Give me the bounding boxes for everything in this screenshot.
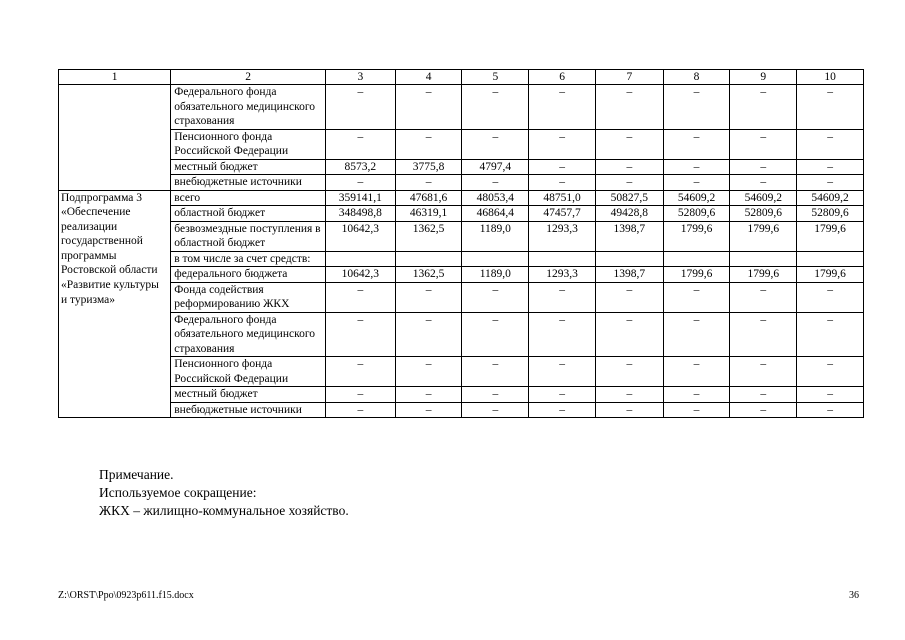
value-cell: –: [462, 312, 529, 357]
value-cell: –: [797, 175, 864, 191]
value-cell: –: [462, 402, 529, 418]
value-cell: 54609,2: [663, 190, 730, 206]
value-cell: 1293,3: [529, 267, 596, 283]
value-cell: [395, 251, 462, 267]
value-cell: 1799,6: [730, 267, 797, 283]
value-cell: –: [462, 357, 529, 387]
budget-table: [58, 69, 864, 418]
row-label: безвозмездные поступления в областной бюджет: [171, 221, 326, 251]
footnote: [99, 466, 349, 520]
table-row: [59, 175, 864, 191]
value-cell: –: [325, 85, 395, 130]
value-cell: –: [595, 402, 663, 418]
row-label: местный бюджет: [171, 159, 326, 175]
value-cell: –: [730, 387, 797, 403]
value-cell: –: [529, 175, 596, 191]
value-cell: [730, 251, 797, 267]
value-cell: –: [529, 129, 596, 159]
value-cell: –: [325, 175, 395, 191]
value-cell: –: [797, 402, 864, 418]
empty-program-cell: [59, 85, 171, 191]
row-label: Пенсионного фонда Российской Федерации: [171, 129, 326, 159]
value-cell: 1362,5: [395, 221, 462, 251]
value-cell: –: [797, 387, 864, 403]
value-cell: –: [595, 357, 663, 387]
value-cell: –: [663, 282, 730, 312]
row-label: внебюджетные источники: [171, 175, 326, 191]
value-cell: 1799,6: [797, 221, 864, 251]
row-label: федерального бюджета: [171, 267, 326, 283]
row-label: внебюджетные источники: [171, 402, 326, 418]
value-cell: –: [325, 129, 395, 159]
value-cell: 348498,8: [325, 206, 395, 222]
value-cell: –: [395, 85, 462, 130]
header-cell: 9: [730, 70, 797, 85]
value-cell: 54609,2: [730, 190, 797, 206]
value-cell: 50827,5: [595, 190, 663, 206]
header-cell: 5: [462, 70, 529, 85]
value-cell: –: [595, 282, 663, 312]
value-cell: –: [595, 159, 663, 175]
value-cell: 49428,8: [595, 206, 663, 222]
value-cell: 1799,6: [663, 221, 730, 251]
value-cell: –: [730, 175, 797, 191]
value-cell: –: [462, 387, 529, 403]
value-cell: –: [529, 85, 596, 130]
value-cell: –: [663, 402, 730, 418]
value-cell: [325, 251, 395, 267]
value-cell: 52809,6: [730, 206, 797, 222]
value-cell: 48053,4: [462, 190, 529, 206]
value-cell: –: [797, 312, 864, 357]
table-row: [59, 190, 864, 206]
value-cell: 1799,6: [797, 267, 864, 283]
value-cell: –: [325, 387, 395, 403]
table-row: [59, 129, 864, 159]
value-cell: –: [663, 357, 730, 387]
value-cell: –: [730, 282, 797, 312]
table-row: [59, 221, 864, 251]
value-cell: –: [462, 85, 529, 130]
value-cell: –: [395, 129, 462, 159]
value-cell: –: [797, 357, 864, 387]
value-cell: –: [529, 357, 596, 387]
header-cell: 1: [59, 70, 171, 85]
header-cell: 2: [171, 70, 326, 85]
row-label: Федерального фонда обязательного медицинского страхования: [171, 312, 326, 357]
value-cell: –: [395, 175, 462, 191]
table-row: [59, 387, 864, 403]
value-cell: –: [663, 387, 730, 403]
value-cell: [462, 251, 529, 267]
header-cell: 3: [325, 70, 395, 85]
value-cell: –: [797, 85, 864, 130]
value-cell: –: [395, 357, 462, 387]
value-cell: 10642,3: [325, 267, 395, 283]
value-cell: [529, 251, 596, 267]
note-abbreviation-intro: Используемое сокращение:: [99, 485, 257, 500]
value-cell: –: [325, 282, 395, 312]
value-cell: –: [325, 402, 395, 418]
value-cell: –: [595, 129, 663, 159]
table-row: [59, 85, 864, 130]
value-cell: 3775,8: [395, 159, 462, 175]
table-row: [59, 206, 864, 222]
value-cell: 1398,7: [595, 267, 663, 283]
value-cell: 8573,2: [325, 159, 395, 175]
value-cell: 54609,2: [797, 190, 864, 206]
header-cell: 8: [663, 70, 730, 85]
header-cell: 10: [797, 70, 864, 85]
row-label: областной бюджет: [171, 206, 326, 222]
table-row: [59, 402, 864, 418]
value-cell: –: [325, 357, 395, 387]
value-cell: 1189,0: [462, 221, 529, 251]
note-abbreviation: ЖКХ – жилищно-коммунальное хозяйство.: [99, 503, 349, 518]
value-cell: –: [730, 312, 797, 357]
value-cell: 46864,4: [462, 206, 529, 222]
header-cell: 6: [529, 70, 596, 85]
table-row: [59, 267, 864, 283]
value-cell: 1189,0: [462, 267, 529, 283]
file-path: Z:\ORST\Ppo\0923p611.f15.docx: [58, 590, 194, 601]
value-cell: 1293,3: [529, 221, 596, 251]
value-cell: –: [395, 312, 462, 357]
value-cell: 47457,7: [529, 206, 596, 222]
page-number: 36: [849, 590, 859, 601]
value-cell: –: [462, 282, 529, 312]
value-cell: –: [663, 159, 730, 175]
value-cell: –: [797, 159, 864, 175]
value-cell: –: [595, 175, 663, 191]
subprogram-name: Подпрограмма 3 «Обеспечение реализации государственной программы Ростовской области «Развитие культуры и туризма»: [59, 190, 171, 418]
value-cell: –: [529, 402, 596, 418]
value-cell: –: [663, 312, 730, 357]
value-cell: 359141,1: [325, 190, 395, 206]
value-cell: –: [797, 282, 864, 312]
row-label: всего: [171, 190, 326, 206]
value-cell: [663, 251, 730, 267]
row-label: Пенсионного фонда Российской Федерации: [171, 357, 326, 387]
value-cell: –: [395, 282, 462, 312]
value-cell: –: [595, 85, 663, 130]
value-cell: –: [797, 129, 864, 159]
row-label: Фонда содействия реформированию ЖКХ: [171, 282, 326, 312]
row-label: в том числе за счет средств:: [171, 251, 326, 267]
value-cell: [595, 251, 663, 267]
value-cell: 1398,7: [595, 221, 663, 251]
value-cell: –: [529, 312, 596, 357]
value-cell: 1799,6: [663, 267, 730, 283]
value-cell: –: [730, 159, 797, 175]
value-cell: 52809,6: [797, 206, 864, 222]
table-row: [59, 251, 864, 267]
header-cell: 7: [595, 70, 663, 85]
value-cell: –: [529, 282, 596, 312]
row-label: Федерального фонда обязательного медицинского страхования: [171, 85, 326, 130]
value-cell: –: [595, 387, 663, 403]
value-cell: 47681,6: [395, 190, 462, 206]
value-cell: –: [730, 129, 797, 159]
value-cell: –: [529, 387, 596, 403]
value-cell: –: [325, 312, 395, 357]
value-cell: –: [462, 175, 529, 191]
value-cell: 1799,6: [730, 221, 797, 251]
value-cell: –: [730, 402, 797, 418]
value-cell: 10642,3: [325, 221, 395, 251]
header-cell: 4: [395, 70, 462, 85]
value-cell: –: [663, 129, 730, 159]
value-cell: –: [663, 85, 730, 130]
row-label: местный бюджет: [171, 387, 326, 403]
value-cell: –: [595, 312, 663, 357]
value-cell: –: [395, 387, 462, 403]
table-header-row: [59, 70, 864, 85]
value-cell: 4797,4: [462, 159, 529, 175]
value-cell: –: [663, 175, 730, 191]
value-cell: 52809,6: [663, 206, 730, 222]
note-heading: Примечание.: [99, 467, 174, 482]
table-row: [59, 282, 864, 312]
table-row: [59, 312, 864, 357]
value-cell: –: [730, 85, 797, 130]
value-cell: 48751,0: [529, 190, 596, 206]
value-cell: –: [730, 357, 797, 387]
value-cell: –: [529, 159, 596, 175]
value-cell: 46319,1: [395, 206, 462, 222]
value-cell: –: [462, 129, 529, 159]
value-cell: [797, 251, 864, 267]
value-cell: –: [395, 402, 462, 418]
value-cell: 1362,5: [395, 267, 462, 283]
table-row: [59, 159, 864, 175]
table-row: [59, 357, 864, 387]
